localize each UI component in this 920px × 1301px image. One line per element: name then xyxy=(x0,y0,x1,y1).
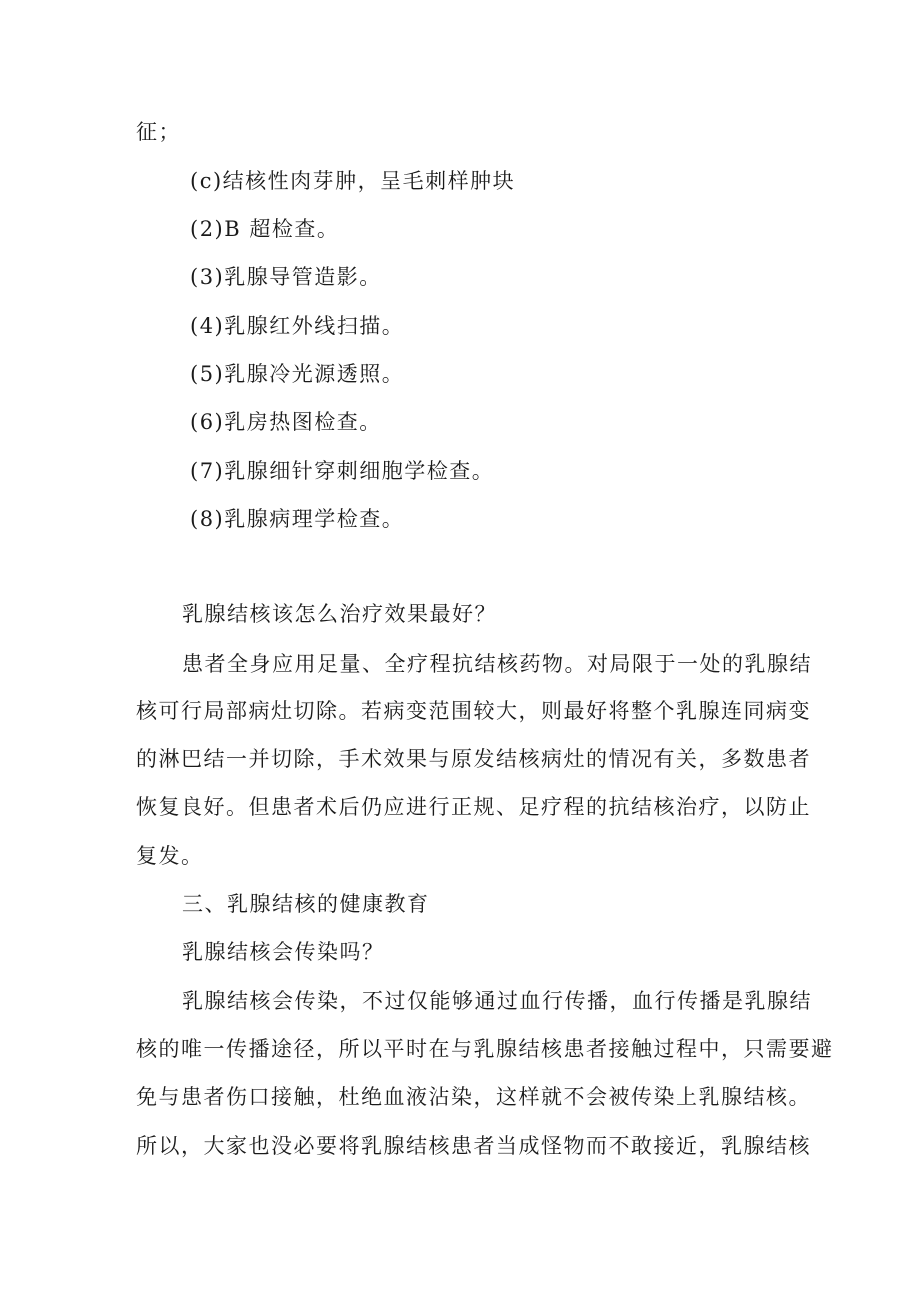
text-line: 征； xyxy=(136,120,181,144)
paragraph-line: 核可行局部病灶切除。若病变范围较大，则最好将整个乳腺连同病变 xyxy=(136,699,811,723)
section-question-heading: 乳腺结核会传染吗？ xyxy=(182,940,385,964)
list-item: (2)B 超检查。 xyxy=(190,217,340,241)
list-item: (c)结核性肉芽肿，呈毛刺样肿块 xyxy=(190,169,516,193)
list-item: (7)乳腺细针穿刺细胞学检查。 xyxy=(190,459,495,483)
section-heading: 三、乳腺结核的健康教育 xyxy=(182,892,430,916)
section-question-heading: 乳腺结核该怎么治疗效果最好？ xyxy=(182,602,497,626)
paragraph-line: 乳腺结核会传染，不过仅能够通过血行传播，血行传播是乳腺结 xyxy=(182,989,812,1013)
paragraph-line: 患者全身应用足量、全疗程抗结核药物。对局限于一处的乳腺结 xyxy=(182,652,812,676)
list-item: (4)乳腺红外线扫描。 xyxy=(190,314,405,338)
list-item: (3)乳腺导管造影。 xyxy=(190,265,382,289)
list-item: (6)乳房热图检查。 xyxy=(190,410,382,434)
paragraph-line: 的淋巴结一并切除，手术效果与原发结核病灶的情况有关，多数患者 xyxy=(136,747,811,771)
paragraph-line: 所以，大家也没必要将乳腺结核患者当成怪物而不敢接近，乳腺结核 xyxy=(136,1134,811,1158)
paragraph-line: 复发。 xyxy=(136,844,204,868)
paragraph-line: 核的唯一传播途径，所以平时在与乳腺结核患者接触过程中，只需要避 xyxy=(136,1037,834,1061)
paragraph-line: 恢复良好。但患者术后仍应进行正规、足疗程的抗结核治疗，以防止 xyxy=(136,795,811,819)
paragraph-line: 免与患者伤口接触，杜绝血液沾染，这样就不会被传染上乳腺结核。 xyxy=(136,1085,811,1109)
list-item: (5)乳腺冷光源透照。 xyxy=(190,362,405,386)
list-item: (8)乳腺病理学检查。 xyxy=(190,507,405,531)
